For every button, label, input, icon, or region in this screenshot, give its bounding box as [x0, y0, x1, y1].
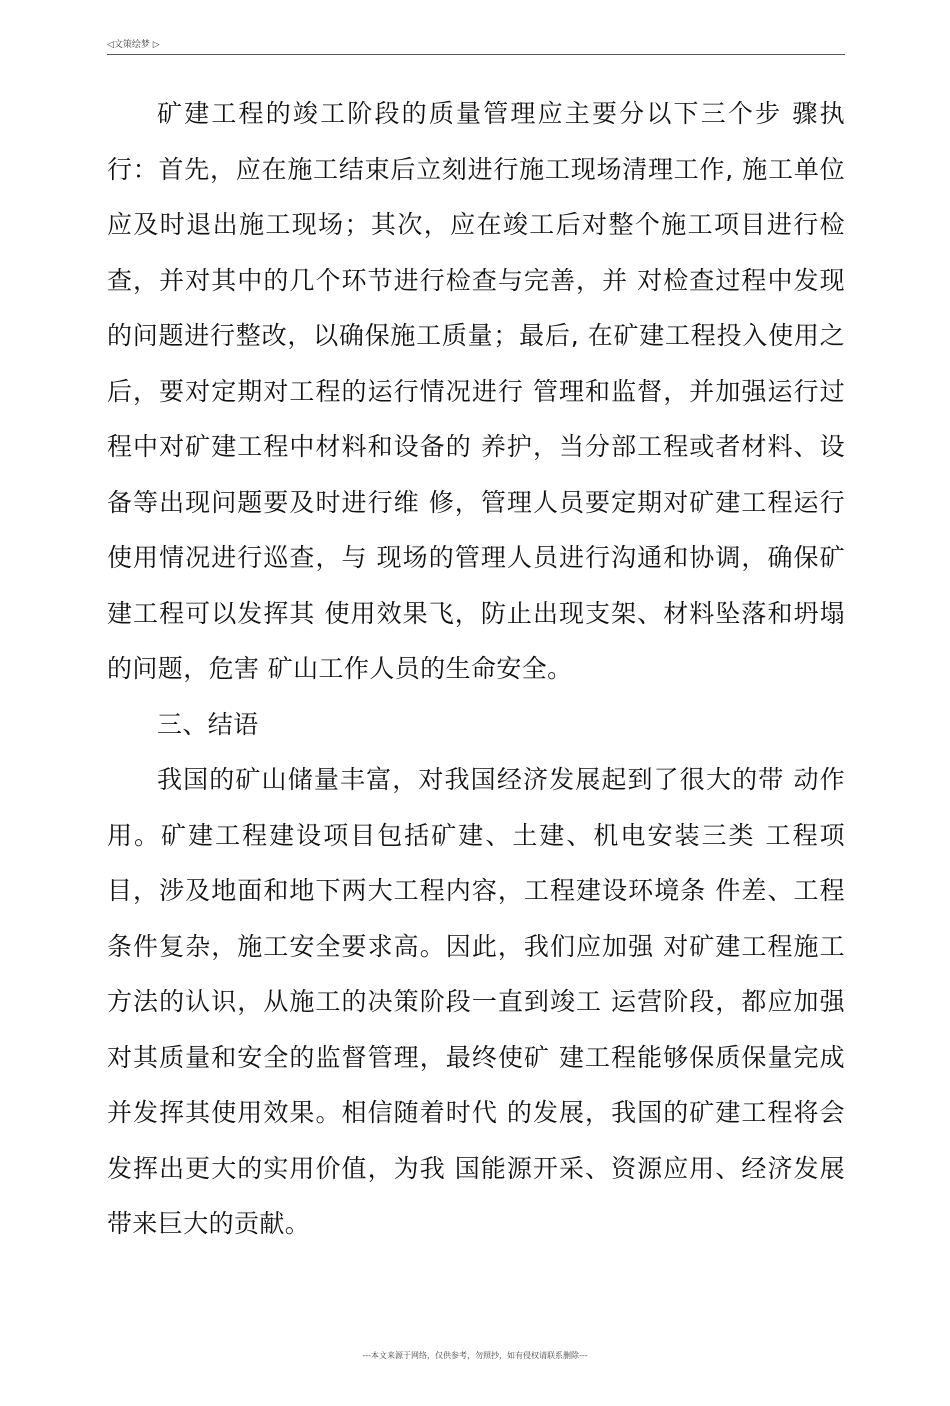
- page-footer: ---本文来源于网络，仅供参考，勿照抄，如有侵权请联系删除---: [362, 1351, 588, 1360]
- section-heading-conclusion: 三、结语: [157, 709, 259, 739]
- paragraph-conclusion: 我国的矿山储量丰富，对我国经济发展起到了很大的带 动作用。矿建工程建设项目包括矿建、土建、机电安装三类 工程项目，涉及地面和地下两大工程内容，工程建设环境条 件差、工程条件复杂，施工安全要求高。因此，我们应加强 对矿建工程施工方法的认识，从施工的决策阶段一直到竣工 运营阶段，都应加强对其质量和安全的监督管理，最终使矿 建工程能够保质保量完成并发挥其使用效果。相信随着时代 的发展，我国的矿建工程将会发挥出更大的实用价值，为我 国能源开采、资源应用、经济发展带来巨大的贡献。: [107, 765, 845, 1238]
- page-header: [107, 38, 845, 55]
- header-label: ◁文策绘梦 ▷: [107, 40, 160, 50]
- paragraph-completion-stage: 矿建工程的竣工阶段的质量管理应主要分以下三个步 骤执行：首先，应在施工结束后立刻进行施工现场清理工作, 施工单位应及时退出施工现场；其次，应在竣工后对整个施工项目进行检查，并对其中的几个环节进行检查与完善，并 对检查过程中发现的问题进行整改，以确保施工质量；最后, 在矿建工程投入使用之后，要对定期对工程的运行情况进行 管理和监督，并加强运行过程中对矿建工程中材料和设备的 养护，当分部工程或者材料、设备等出现问题要及时进行维 修，管理人员要定期对矿建工程运行使用情况进行巡查，与 现场的管理人员进行沟通和协调，确保矿建工程可以发挥其 使用效果飞，防止出现支架、材料坠落和坍塌的问题，危害 矿山工作人员的生命安全。: [107, 99, 845, 683]
- document-body: [107, 86, 845, 1252]
